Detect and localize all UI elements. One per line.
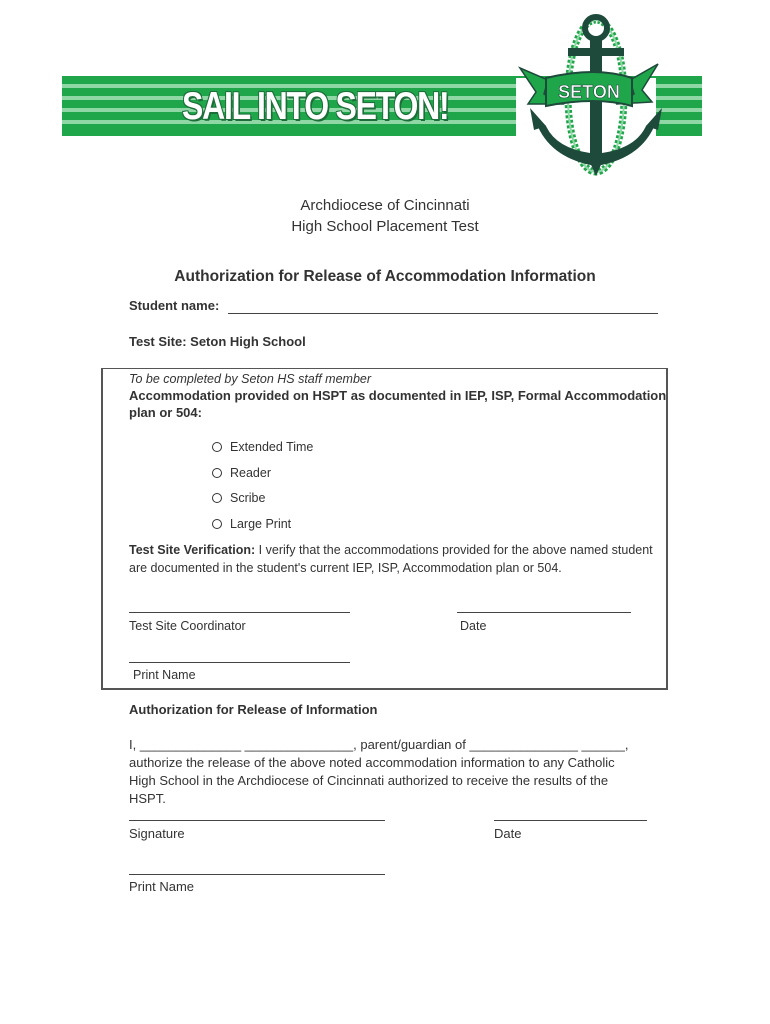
accommodation-heading-1: Accommodation provided on HSPT as documented in IEP, ISP, Formal Accommodation bbox=[129, 388, 667, 403]
guardian-print-name-label: Print Name bbox=[129, 879, 195, 894]
coordinator-signature-line[interactable] bbox=[129, 612, 350, 613]
coordinator-print-name-line[interactable] bbox=[129, 662, 350, 663]
coordinator-date-label: Date bbox=[460, 619, 487, 633]
coordinator-date-line[interactable] bbox=[457, 612, 631, 613]
release-line-2: authorize the release of the above noted accommodation information to any Catholic bbox=[129, 755, 615, 770]
banner-title: SAIL INTO SETON! bbox=[182, 85, 449, 128]
coordinator-print-name-label: Print Name bbox=[133, 668, 196, 682]
signature-line[interactable] bbox=[129, 820, 385, 821]
student-name-field[interactable] bbox=[228, 313, 658, 314]
accommodation-heading-2: plan or 504: bbox=[129, 405, 202, 420]
release-line-3: High School in the Archdiocese of Cincinnati authorized to receive the results of the bbox=[129, 773, 609, 788]
signature-label: Signature bbox=[129, 826, 185, 841]
verification-line-1 bbox=[129, 543, 653, 557]
option-label: Scribe bbox=[230, 491, 266, 505]
release-line-4: HSPT. bbox=[129, 791, 166, 806]
radio-icon[interactable] bbox=[212, 493, 222, 503]
signature-date-label: Date bbox=[494, 826, 522, 841]
radio-icon[interactable] bbox=[212, 519, 222, 529]
form-title: Authorization for Release of Accommodation Information bbox=[174, 268, 596, 285]
release-heading: Authorization for Release of Information bbox=[129, 702, 378, 717]
option-label: Reader bbox=[230, 466, 271, 480]
option-scribe[interactable] bbox=[212, 491, 265, 505]
seton-anchor-logo bbox=[506, 8, 672, 184]
signature-date-line[interactable] bbox=[494, 820, 647, 821]
logo-text: SETON bbox=[558, 82, 620, 102]
verification-text-1: I verify that the accommodations provided for the above named student bbox=[255, 543, 653, 557]
student-name-label: Student name: bbox=[129, 298, 220, 313]
release-line-1: I, ______________ _______________, parent/guardian of _______________ ______, bbox=[129, 737, 629, 752]
coordinator-label: Test Site Coordinator bbox=[129, 619, 246, 633]
verification-label: Test Site Verification: bbox=[129, 543, 256, 557]
option-extended-time[interactable] bbox=[212, 440, 313, 454]
staff-note: To be completed by Seton HS staff member bbox=[129, 372, 372, 386]
option-reader[interactable] bbox=[212, 466, 271, 480]
option-label: Extended Time bbox=[230, 440, 314, 454]
test-site-label: Test Site: Seton High School bbox=[129, 334, 306, 349]
header-line-1: Archdiocese of Cincinnati bbox=[300, 197, 470, 214]
option-large-print[interactable] bbox=[212, 517, 291, 531]
radio-icon[interactable] bbox=[212, 468, 222, 478]
option-label: Large Print bbox=[230, 517, 292, 531]
radio-icon[interactable] bbox=[212, 442, 222, 452]
header-line-2: High School Placement Test bbox=[291, 218, 479, 235]
verification-text-2: are documented in the student's current IEP, ISP, Accommodation plan or 504. bbox=[129, 561, 562, 575]
guardian-print-name-line[interactable] bbox=[129, 874, 385, 875]
